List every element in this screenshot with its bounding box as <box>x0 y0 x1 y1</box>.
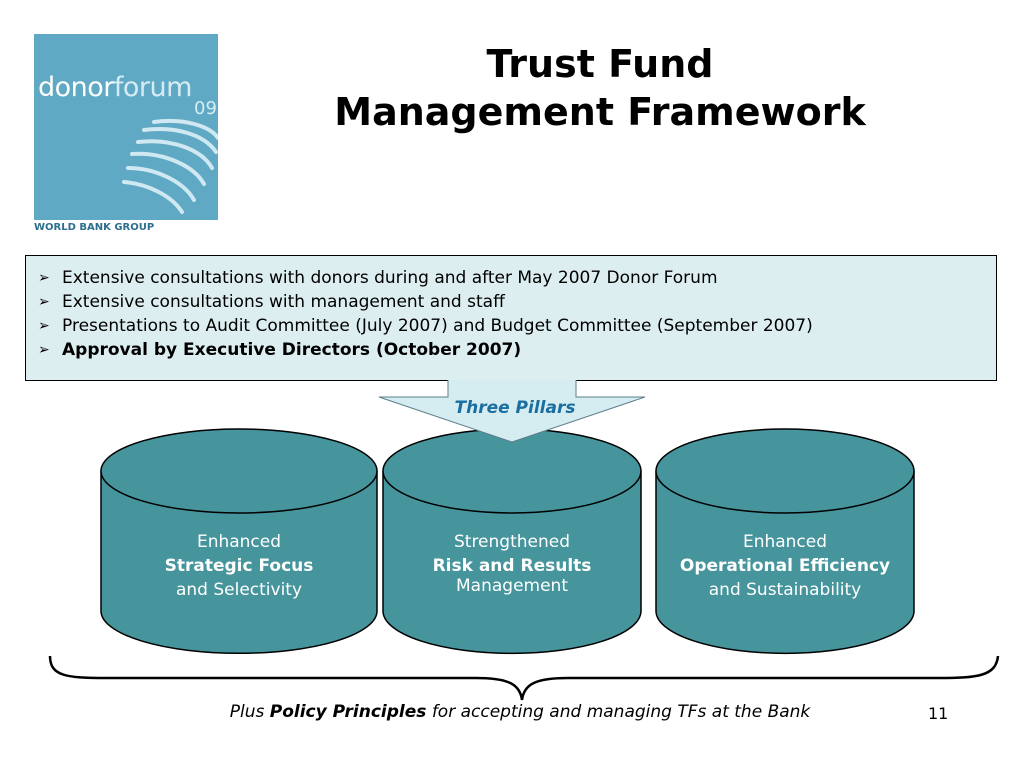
bullet-item <box>38 266 984 290</box>
bullet-text: Extensive consultations with donors during and after May 2007 Donor Forum <box>62 268 718 288</box>
footer-caption: Plus Policy Principles for accepting and managing TFs at the Bank <box>229 702 811 722</box>
pillar-cylinder-2 <box>382 428 642 656</box>
title-line-2: Management Framework <box>334 90 866 134</box>
bullet-item <box>38 290 984 314</box>
curly-brace-icon <box>46 654 1002 702</box>
bullet-text: Presentations to Audit Committee (July 2007) and Budget Committee (September 2007) <box>62 316 813 336</box>
pillar-text: Enhanced Operational Efficiency and Sustainability <box>679 532 891 600</box>
arrow-bullet-icon: ➢ <box>38 294 50 310</box>
bullet-item <box>38 338 984 362</box>
bullet-text: Extensive consultations with management and staff <box>62 292 505 312</box>
arrow-bullet-icon: ➢ <box>38 342 50 358</box>
pillar-text: Strengthened Risk and Results Management <box>432 532 592 596</box>
bullet-item <box>38 314 984 338</box>
pillar-cylinder-1 <box>100 428 378 656</box>
pillar-cylinder-3 <box>655 428 915 656</box>
arrow-bullet-icon: ➢ <box>38 270 50 286</box>
pillar-text: Enhanced Strategic Focus and Selectivity <box>164 532 314 600</box>
page-number: 11 <box>928 704 949 723</box>
bullet-text: Approval by Executive Directors (October 2007) <box>62 340 522 360</box>
title-line-1: Trust Fund <box>486 42 714 86</box>
three-pillars-label: Three Pillars <box>454 398 576 418</box>
arrow-bullet-icon: ➢ <box>38 318 50 334</box>
logo-year: 09 <box>194 98 217 119</box>
slide-title <box>240 40 960 136</box>
donorforum-logo <box>34 34 218 220</box>
wings-icon <box>34 34 218 220</box>
logo-wordmark: donorforum <box>38 72 192 103</box>
bullet-box <box>25 255 997 381</box>
logo-org-name: WORLD BANK GROUP <box>34 222 155 233</box>
